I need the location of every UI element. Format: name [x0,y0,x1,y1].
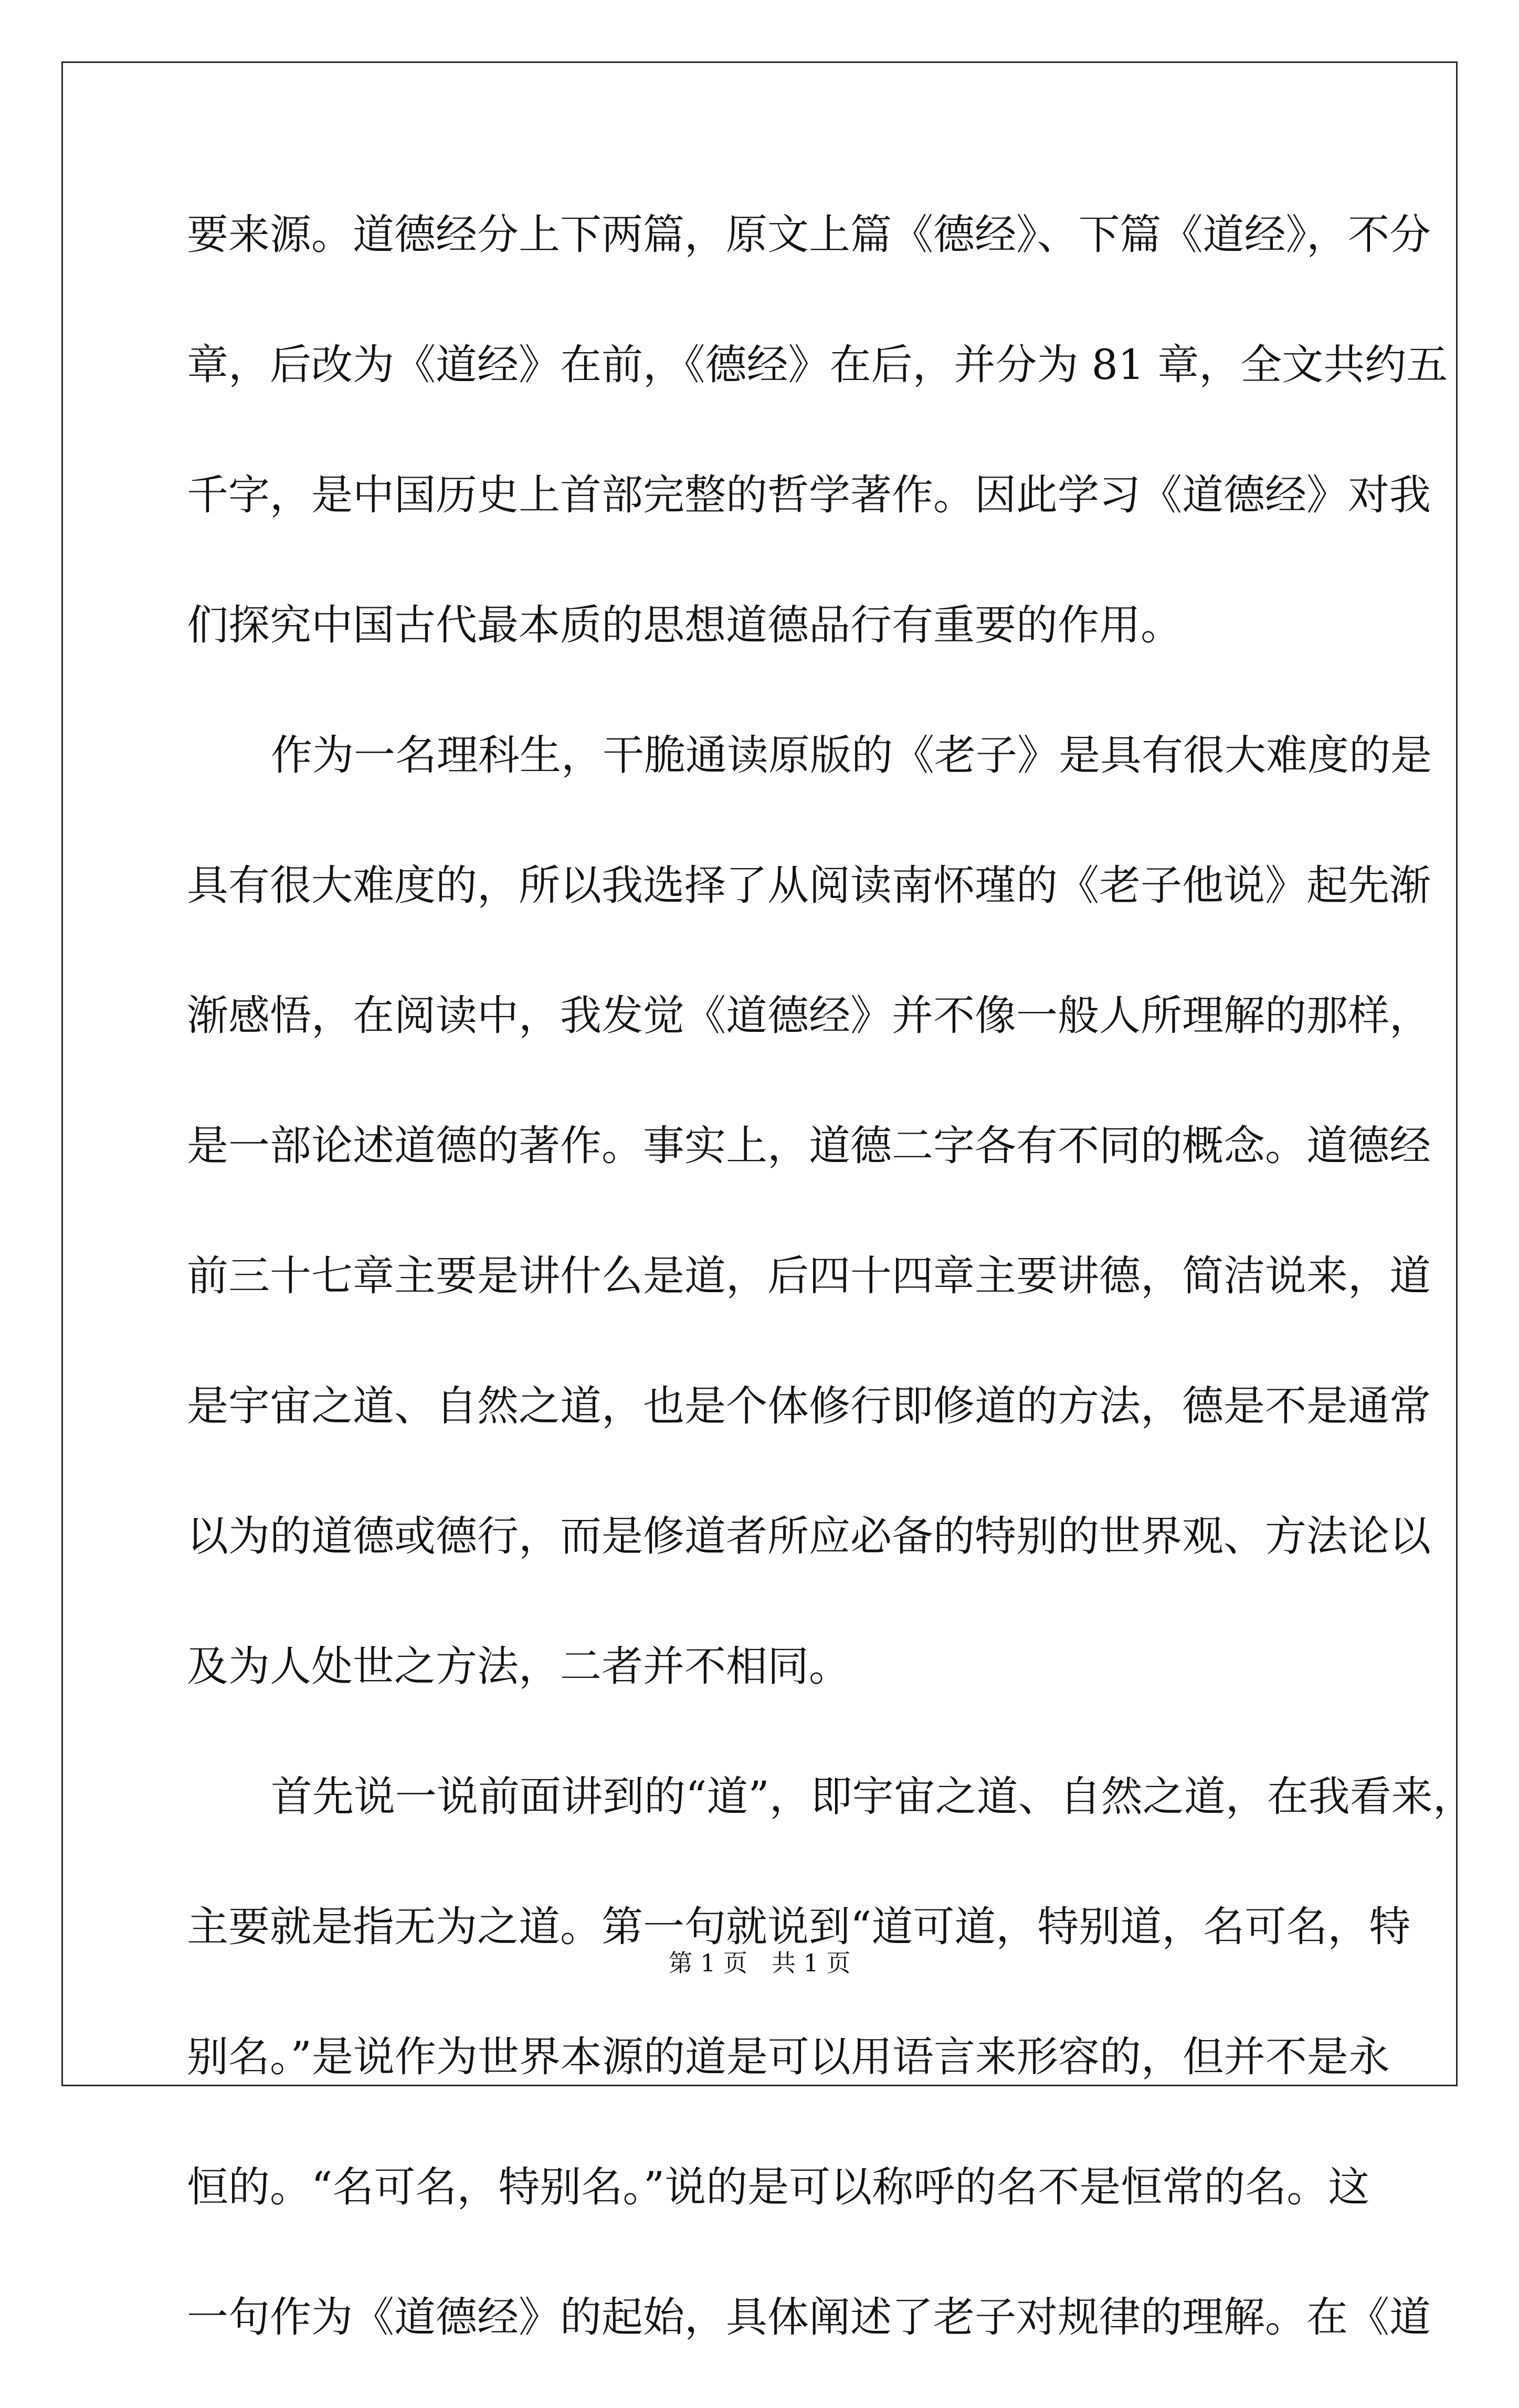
text-line: 恒的。“名可名，特别名。”说的是可以称呼的名不是恒常的名。这 [187,2163,1370,2211]
text-line: 渐感悟，在阅读中，我发觉《道德经》并不像一般人所理解的那样， [187,991,1431,1040]
text-line: 一句作为《道德经》的起始，具体阐述了老子对规律的理解。在《道 [187,2293,1431,2341]
text-line: 们探究中国古代最本质的思想道德品行有重要的作用。 [187,601,1182,649]
text-line: 及为人处世之方法，二者并不相同。 [187,1642,850,1691]
text-line: 主要就是指无为之道。第一句就说到“道可道，特别道，名可名，特 [187,1903,1411,1951]
text-line: 章，后改为《道经》在前，《德经》在后，并分为 81 章，全文共约五 [187,341,1448,389]
paragraph [187,716,1432,1757]
text-line: 首先说一说前面讲到的“道”，即宇宙之道、自然之道，在我看来， [271,1772,1474,1821]
text-line: 要来源。道德经分上下两篇，原文上篇《德经》、下篇《道经》，不分 [187,210,1431,259]
text-line: 前三十七章主要是讲什么是道，后四十四章主要讲德，简洁说来，道 [187,1252,1431,1300]
text-line: 别名。”是说作为世界本源的道是可以用语言来形容的，但并不是永 [187,2033,1390,2081]
text-line: 具有很大难度的，所以我选择了从阅读南怀瑾的《老子他说》起先渐 [187,861,1431,910]
text-line: 以为的道德或德行，而是修道者所应必备的特别的世界观、方法论以 [187,1512,1431,1560]
text-line: 作为一名理科生，干脆通读原版的《老子》是具有很大难度的是 [271,731,1432,779]
paragraph [187,1757,1474,2408]
page-number-footer: 第 1 页 共 1 页 [668,1949,851,1977]
text-line: 是一部论述道德的著作。事实上，道德二字各有不同的概念。道德经 [187,1122,1431,1170]
paragraph [187,195,1448,716]
text-line: 千字，是中国历史上首部完整的哲学著作。因此学习《道德经》对我 [187,471,1431,519]
document-body [187,195,1474,2408]
text-line: 是宇宙之道、自然之道，也是个体修行即修道的方法，德是不是通常 [187,1382,1431,1430]
